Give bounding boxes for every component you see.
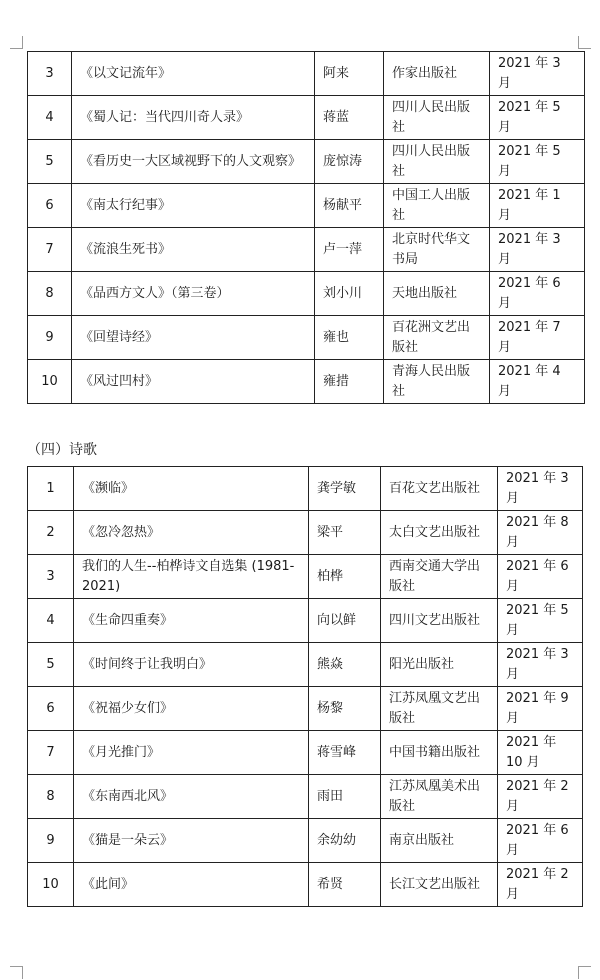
crop-mark-bottom-left xyxy=(10,966,23,979)
author-name: 龚学敏 xyxy=(309,467,381,511)
prose-book-table xyxy=(27,51,585,404)
publisher-name: 太白文艺出版社 xyxy=(381,511,498,555)
publish-date: 2021 年 3 月 xyxy=(498,467,583,511)
book-title: 《流浪生死书》 xyxy=(72,228,315,272)
row-number: 3 xyxy=(28,52,72,96)
publish-date: 2021 年 2 月 xyxy=(498,863,583,907)
table-row xyxy=(28,643,583,687)
book-title: 《濒临》 xyxy=(74,467,309,511)
author-name: 蒋雪峰 xyxy=(309,731,381,775)
row-number: 4 xyxy=(28,599,74,643)
author-name: 杨黎 xyxy=(309,687,381,731)
publish-date: 2021 年 1 月 xyxy=(490,184,585,228)
book-title: 《看历史一大区域视野下的人文观察》 xyxy=(72,140,315,184)
author-name: 梁平 xyxy=(309,511,381,555)
crop-mark-bottom-right xyxy=(578,966,591,979)
table-row xyxy=(28,731,583,775)
row-number: 8 xyxy=(28,272,72,316)
book-title: 《猫是一朵云》 xyxy=(74,819,309,863)
author-name: 雍也 xyxy=(315,316,384,360)
table-row xyxy=(28,687,583,731)
row-number: 9 xyxy=(28,819,74,863)
table-row xyxy=(28,360,585,404)
publish-date: 2021 年 3 月 xyxy=(498,643,583,687)
row-number: 10 xyxy=(28,360,72,404)
book-title: 《风过凹村》 xyxy=(72,360,315,404)
publisher-name: 南京出版社 xyxy=(381,819,498,863)
publisher-name: 四川人民出版社 xyxy=(384,96,490,140)
author-name: 熊焱 xyxy=(309,643,381,687)
author-name: 卢一萍 xyxy=(315,228,384,272)
table-row xyxy=(28,96,585,140)
publisher-name: 百花洲文艺出版社 xyxy=(384,316,490,360)
author-name: 庞惊涛 xyxy=(315,140,384,184)
book-title: 《忽冷忽热》 xyxy=(74,511,309,555)
row-number: 3 xyxy=(28,555,74,599)
publisher-name: 四川文艺出版社 xyxy=(381,599,498,643)
publisher-name: 长江文艺出版社 xyxy=(381,863,498,907)
author-name: 雨田 xyxy=(309,775,381,819)
book-title: 我们的人生--柏桦诗文自选集 (1981-2021) xyxy=(74,555,309,599)
publisher-name: 作家出版社 xyxy=(384,52,490,96)
publisher-name: 阳光出版社 xyxy=(381,643,498,687)
crop-mark-top-left xyxy=(10,36,23,49)
book-title: 《时间终于让我明白》 xyxy=(74,643,309,687)
publisher-name: 青海人民出版社 xyxy=(384,360,490,404)
publisher-name: 北京时代华文书局 xyxy=(384,228,490,272)
book-title: 《品西方文人》（第三卷） xyxy=(72,272,315,316)
publish-date: 2021 年 9 月 xyxy=(498,687,583,731)
book-title: 《蜀人记：当代四川奇人录》 xyxy=(72,96,315,140)
author-name: 余幼幼 xyxy=(309,819,381,863)
book-title: 《月光推门》 xyxy=(74,731,309,775)
publish-date: 2021 年 5 月 xyxy=(490,140,585,184)
row-number: 5 xyxy=(28,140,72,184)
author-name: 希贤 xyxy=(309,863,381,907)
table-row xyxy=(28,272,585,316)
book-title: 《生命四重奏》 xyxy=(74,599,309,643)
table-row xyxy=(28,863,583,907)
poetry-book-table xyxy=(27,466,583,907)
table-row xyxy=(28,184,585,228)
book-title: 《南太行纪事》 xyxy=(72,184,315,228)
row-number: 9 xyxy=(28,316,72,360)
publish-date: 2021 年 8 月 xyxy=(498,511,583,555)
author-name: 向以鲜 xyxy=(309,599,381,643)
author-name: 刘小川 xyxy=(315,272,384,316)
row-number: 4 xyxy=(28,96,72,140)
row-number: 7 xyxy=(28,731,74,775)
publish-date: 2021 年 3 月 xyxy=(490,228,585,272)
author-name: 柏桦 xyxy=(309,555,381,599)
table-row xyxy=(28,555,583,599)
publisher-name: 中国书籍出版社 xyxy=(381,731,498,775)
book-title: 《回望诗经》 xyxy=(72,316,315,360)
table-row xyxy=(28,467,583,511)
crop-mark-top-right xyxy=(578,36,591,49)
table-row xyxy=(28,819,583,863)
author-name: 蒋蓝 xyxy=(315,96,384,140)
row-number: 5 xyxy=(28,643,74,687)
table-row xyxy=(28,599,583,643)
publisher-name: 中国工人出版社 xyxy=(384,184,490,228)
publisher-name: 四川人民出版社 xyxy=(384,140,490,184)
row-number: 8 xyxy=(28,775,74,819)
row-number: 1 xyxy=(28,467,74,511)
publisher-name: 江苏凤凰美术出版社 xyxy=(381,775,498,819)
publish-date: 2021 年 7 月 xyxy=(490,316,585,360)
publish-date: 2021 年 10 月 xyxy=(498,731,583,775)
table-row xyxy=(28,775,583,819)
book-title: 《祝福少女们》 xyxy=(74,687,309,731)
row-number: 6 xyxy=(28,687,74,731)
row-number: 2 xyxy=(28,511,74,555)
publish-date: 2021 年 5 月 xyxy=(498,599,583,643)
section-heading-poetry: （四）诗歌 xyxy=(27,442,97,458)
publish-date: 2021 年 3 月 xyxy=(490,52,585,96)
publish-date: 2021 年 5 月 xyxy=(490,96,585,140)
publish-date: 2021 年 2 月 xyxy=(498,775,583,819)
publisher-name: 江苏凤凰文艺出版社 xyxy=(381,687,498,731)
book-title: 《以文记流年》 xyxy=(72,52,315,96)
table-row xyxy=(28,140,585,184)
table-row xyxy=(28,52,585,96)
author-name: 雍措 xyxy=(315,360,384,404)
book-title: 《东南西北风》 xyxy=(74,775,309,819)
publish-date: 2021 年 6 月 xyxy=(498,819,583,863)
publisher-name: 百花文艺出版社 xyxy=(381,467,498,511)
row-number: 6 xyxy=(28,184,72,228)
publish-date: 2021 年 4 月 xyxy=(490,360,585,404)
author-name: 杨献平 xyxy=(315,184,384,228)
author-name: 阿来 xyxy=(315,52,384,96)
table-row xyxy=(28,316,585,360)
publish-date: 2021 年 6 月 xyxy=(498,555,583,599)
table-row xyxy=(28,228,585,272)
publish-date: 2021 年 6 月 xyxy=(490,272,585,316)
row-number: 10 xyxy=(28,863,74,907)
publisher-name: 西南交通大学出版社 xyxy=(381,555,498,599)
book-title: 《此间》 xyxy=(74,863,309,907)
row-number: 7 xyxy=(28,228,72,272)
publisher-name: 天地出版社 xyxy=(384,272,490,316)
table-row xyxy=(28,511,583,555)
